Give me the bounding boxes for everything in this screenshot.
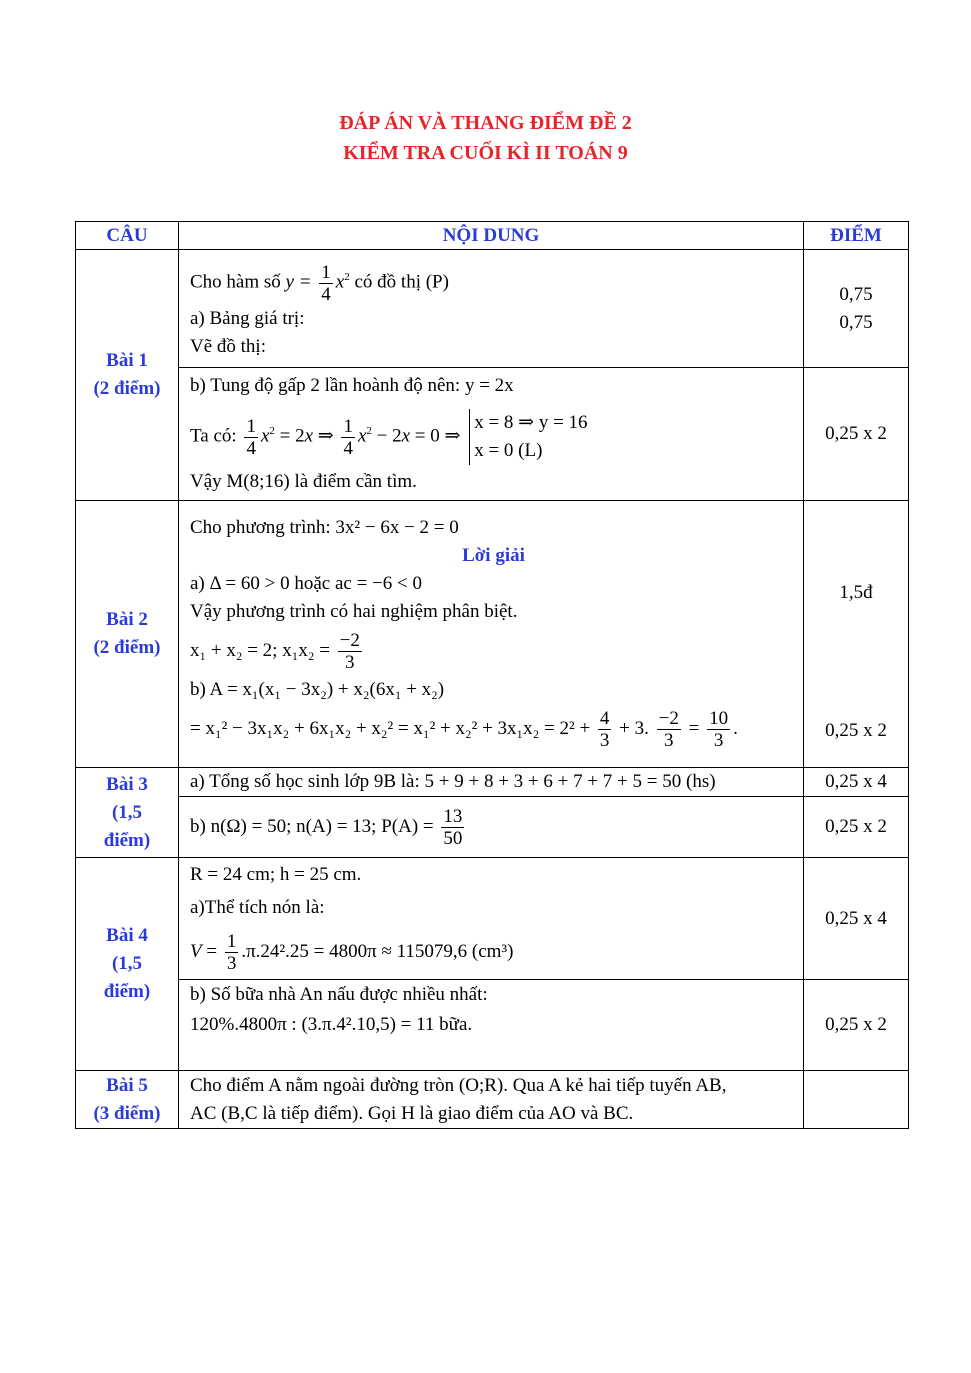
bai5-label-2: (3 điểm) — [93, 1102, 161, 1124]
bai2-l4: x₁ + x₂ = 2; x₁x₂ = $\frac{-2}{3}$ — [190, 630, 360, 674]
bai2-diem-a: 1,5đ — [839, 582, 873, 603]
bai1-label — [76, 250, 179, 501]
bai1-b2: Ta có: $\frac{1}{4}$ $x^2 = 2x$ ⇒ $\frac{1}{4}$ $x^2 - 2x = 0$ ⇒ x = 8 ⇒ y = 16 x = 0 (L) — [190, 400, 797, 467]
bai1-intro: Cho hàm số y = $\frac{1}{4}$ $x^2$ có đồ thị (P) — [190, 261, 449, 305]
bai2-content — [179, 501, 804, 768]
bai4-label — [76, 858, 179, 1071]
bai1-intro-pre: Cho hàm số — [190, 271, 281, 293]
bai2-diem — [804, 501, 909, 768]
bai4-label-3: điểm) — [103, 981, 151, 1002]
bai2-l6: = x₁² − 3x₁x₂ + 6x₁x₂ + x₂² = x₁² + x₂² + 3x₁x₂ = 2² + $\frac{4}{3}$ + 3. $\frac{-2}{3}$ = $\frac{10}{3}$ . — [190, 708, 738, 752]
bai5-label — [76, 1071, 179, 1129]
bai2-l6-pre: = x₁² − 3x₁x₂ + 6x₁x₂ + x₂² = x₁² + x₂² + 3x₁x₂ = 2² + — [190, 718, 591, 739]
bai1-b1: b) Tung độ gấp 2 lần hoành độ nên: y = 2x — [190, 375, 514, 397]
bai4-l5: 120%.4800π : (3.π.4².10,5) = 11 bữa. — [190, 1014, 473, 1035]
bai1-diem-a1: 0,75 — [839, 283, 873, 305]
bai4-l3: V = $\frac{1}{3}$ .π.24².25 = 4800π ≈ 115079,6 (cm³) — [190, 930, 514, 974]
bai3-a: a) Tổng số học sinh lớp 9B là: 5 + 9 + 8 + 3 + 6 + 7 + 7 + 5 = 50 (hs) — [179, 768, 804, 797]
title-line-1: ĐÁP ÁN VÀ THANG ĐIỂM ĐỀ 2 — [339, 112, 632, 134]
bai1-b2-pre: Ta có: — [190, 425, 237, 447]
bai2-l4-pre: x₁ + x₂ = 2; x₁x₂ = — [190, 640, 330, 661]
bai3-diem-b: 0,25 x 2 — [804, 797, 909, 858]
bai1-case-1: x = 8 ⇒ y = 16 — [474, 412, 588, 434]
bai4-l4: b) Số bữa nhà An nấu được nhiều nhất: — [190, 984, 488, 1005]
bai2-l3: Vậy phương trình có hai nghiệm phân biệt. — [190, 601, 518, 622]
bai3-label-3: điểm) — [103, 829, 151, 851]
bai4-diem-b: 0,25 x 2 — [804, 980, 909, 1071]
fraction-1-4: $\frac{1}{4}$ — [321, 261, 331, 305]
bai1-diem-a2: 0,75 — [839, 311, 873, 333]
bai2-l1: Cho phương trình: 3x² − 6x − 2 = 0 — [190, 517, 459, 538]
bai2-l2: a) Δ = 60 > 0 hoặc ac = −6 < 0 — [190, 573, 422, 594]
case-brace — [469, 409, 587, 465]
bai1-part-b — [179, 368, 804, 501]
bai2-label-1: Bài 2 — [106, 609, 148, 630]
header-diem: ĐIỂM — [804, 222, 909, 250]
bai1-part-a — [179, 250, 804, 368]
bai3-label — [76, 768, 179, 858]
bai1-label-1: Bài 1 — [106, 350, 148, 371]
bai5-diem — [804, 1071, 909, 1129]
bai2-l5: b) A = x₁(x₁ − 3x₂) + x₂(6x₁ + x₂) — [190, 679, 445, 700]
title-line-2: KIỂM TRA CUỐI KÌ II TOÁN 9 — [343, 142, 628, 164]
bai3-label-2: (1,5 — [111, 801, 143, 823]
bai2-label — [76, 501, 179, 768]
bai4-diem-a: 0,25 x 4 — [804, 858, 909, 980]
bai1-a2: Vẽ đồ thị: — [190, 335, 266, 357]
header-cau: CÂU — [76, 222, 179, 250]
bai2-diem-b: 0,25 x 2 — [825, 720, 887, 741]
bai5-l2: AC (B,C là tiếp điểm). Gọi H là giao điểm của AO và BC. — [190, 1102, 634, 1124]
bai3-label-1: Bài 3 — [106, 773, 148, 795]
bai5-content — [179, 1071, 804, 1129]
bai4-l1: R = 24 cm; h = 25 cm. — [190, 863, 362, 885]
bai4-l3-post: .π.24².25 = 4800π ≈ 115079,6 (cm³) — [241, 940, 514, 962]
answer-table — [75, 221, 909, 1129]
bai3-diem-a: 0,25 x 4 — [804, 768, 909, 797]
bai3-b: b) n(Ω) = 50; n(A) = 13; P(A) = $\frac{13}{50}$ — [179, 797, 804, 858]
bai1-label-2: (2 điểm) — [93, 378, 161, 399]
bai1-diem-a — [804, 250, 909, 368]
bai2-label-2: (2 điểm) — [93, 637, 161, 658]
bai2-loigiai: Lời giải — [462, 545, 525, 566]
bai5-label-1: Bài 5 — [106, 1074, 148, 1096]
bai1-a1: a) Bảng giá trị: — [190, 307, 305, 329]
bai1-diem-b: 0,25 x 2 — [804, 368, 909, 501]
header-noidung: NỘI DUNG — [179, 222, 804, 250]
bai1-case-2: x = 0 (L) — [474, 440, 543, 462]
bai4-label-1: Bài 4 — [106, 925, 148, 946]
bai4-part-a — [179, 858, 804, 980]
bai1-b3: Vậy M(8;16) là điểm cần tìm. — [190, 470, 417, 492]
bai5-l1: Cho điểm A nằm ngoài đường tròn (O;R). Qua A kẻ hai tiếp tuyến AB, — [190, 1074, 727, 1096]
bai4-l2: a)Thể tích nón là: — [190, 896, 325, 918]
bai4-label-2: (1,5 — [111, 953, 143, 974]
bai3-b-pre: b) n(Ω) = 50; n(A) = 13; P(A) = — [190, 816, 434, 837]
bai4-part-b — [179, 980, 804, 1071]
bai1-intro-post: có đồ thị (P) — [354, 271, 449, 293]
